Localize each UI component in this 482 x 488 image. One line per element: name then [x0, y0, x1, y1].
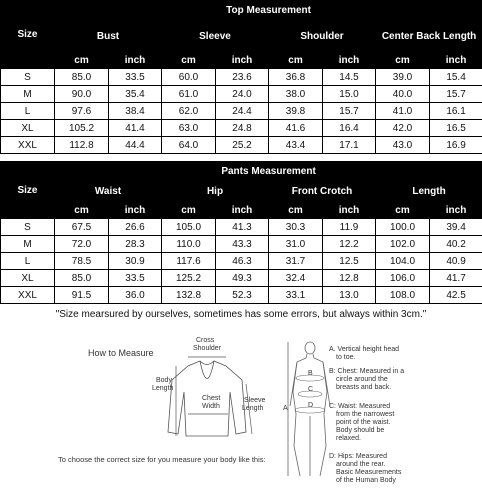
unit-header: inch: [323, 53, 376, 69]
value-cell: 16.5: [430, 120, 482, 137]
pants-measurement-table: [0, 161, 482, 304]
unit-header: inch: [109, 203, 162, 219]
legend-c: point of the waist.: [336, 419, 391, 426]
value-cell: 108.0: [376, 287, 430, 304]
value-cell: 31.0: [269, 236, 323, 253]
value-cell: 63.0: [162, 120, 216, 137]
body-length-label: Length: [152, 385, 174, 392]
value-cell: 33.5: [109, 270, 162, 287]
value-cell: 15.7: [430, 86, 482, 103]
value-cell: 14.5: [323, 69, 376, 86]
value-cell: 33.1: [269, 287, 323, 304]
value-cell: 15.4: [430, 69, 482, 86]
value-cell: 78.5: [55, 253, 109, 270]
value-cell: 24.0: [216, 86, 269, 103]
value-cell: 125.2: [162, 270, 216, 287]
value-cell: 40.9: [430, 253, 482, 270]
value-cell: 24.4: [216, 103, 269, 120]
column-group-header: Bust: [55, 21, 162, 53]
table-row: [1, 270, 482, 287]
value-cell: 15.0: [323, 86, 376, 103]
table-row: [1, 287, 482, 304]
unit-header: inch: [216, 53, 269, 69]
value-cell: 105.2: [55, 120, 109, 137]
unit-header: cm: [55, 53, 109, 69]
value-cell: 36.8: [269, 69, 323, 86]
value-cell: 104.0: [376, 253, 430, 270]
value-cell: 30.3: [269, 219, 323, 236]
legend-a: to toe.: [336, 354, 356, 361]
size-header: Size: [1, 1, 55, 69]
unit-header: inch: [323, 203, 376, 219]
value-cell: 39.8: [269, 103, 323, 120]
value-cell: 49.3: [216, 270, 269, 287]
legend-c: C: Waist: Measured: [329, 403, 391, 410]
legend-b: B: Chest: Measured in a: [329, 368, 405, 375]
value-cell: 102.0: [376, 236, 430, 253]
unit-header: inch: [109, 53, 162, 69]
value-cell: 105.0: [162, 219, 216, 236]
top-measurement-table: [0, 0, 482, 154]
measurement-legend: [329, 346, 404, 484]
value-cell: 43.0: [376, 137, 430, 154]
value-cell: 16.1: [430, 103, 482, 120]
size-cell: XL: [1, 270, 55, 287]
table-row: [1, 103, 482, 120]
value-cell: 12.8: [323, 270, 376, 287]
table-row: [1, 219, 482, 236]
column-group-header: Center Back Length: [376, 21, 482, 53]
legend-d: Basic Measurements: [336, 469, 402, 476]
legend-c: Body should be: [336, 427, 385, 434]
table-row: [1, 236, 482, 253]
table-row: [1, 137, 482, 154]
legend-c: relaxed.: [336, 435, 361, 442]
legend-b: circle around the: [336, 376, 388, 383]
value-cell: 61.0: [162, 86, 216, 103]
value-cell: 46.3: [216, 253, 269, 270]
chest-width-label: Chest: [202, 395, 221, 402]
unit-header: inch: [430, 53, 482, 69]
value-cell: 85.0: [55, 270, 109, 287]
value-cell: 13.0: [323, 287, 376, 304]
value-cell: 31.7: [269, 253, 323, 270]
size-cell: S: [1, 219, 55, 236]
size-cell: L: [1, 103, 55, 120]
size-cell: XXL: [1, 287, 55, 304]
value-cell: 15.7: [323, 103, 376, 120]
size-note: "Size mearsured by ourselves, sometimes has some errors, but always within 3cm.": [55, 309, 427, 320]
sleeve-length-label: Sleeve: [244, 397, 266, 404]
value-cell: 100.0: [376, 219, 430, 236]
unit-header: inch: [216, 203, 269, 219]
value-cell: 40.2: [430, 236, 482, 253]
column-group-header: Hip: [162, 181, 269, 203]
value-cell: 39.4: [430, 219, 482, 236]
value-cell: 16.4: [323, 120, 376, 137]
value-cell: 67.5: [55, 219, 109, 236]
value-cell: 97.6: [55, 103, 109, 120]
value-cell: 64.0: [162, 137, 216, 154]
value-cell: 36.0: [109, 287, 162, 304]
column-group-header: Length: [376, 181, 482, 203]
value-cell: 52.3: [216, 287, 269, 304]
value-cell: 32.4: [269, 270, 323, 287]
legend-c: from the narrowest: [336, 411, 395, 418]
body-length-label: Body: [156, 377, 172, 384]
value-cell: 41.0: [376, 103, 430, 120]
size-cell: L: [1, 253, 55, 270]
cross-shoulder-label: Cross: [196, 337, 215, 344]
value-cell: 72.0: [55, 236, 109, 253]
how-to-measure-diagram: [0, 336, 482, 488]
size-cell: XXL: [1, 137, 55, 154]
value-cell: 24.8: [216, 120, 269, 137]
table-row: [1, 253, 482, 270]
legend-a: A. Vertical height head: [329, 346, 400, 353]
value-cell: 62.0: [162, 103, 216, 120]
value-cell: 132.8: [162, 287, 216, 304]
value-cell: 106.0: [376, 270, 430, 287]
table-row: [1, 86, 482, 103]
value-cell: 23.6: [216, 69, 269, 86]
value-cell: 12.5: [323, 253, 376, 270]
value-cell: 25.2: [216, 137, 269, 154]
size-cell: XL: [1, 120, 55, 137]
size-cell: S: [1, 69, 55, 86]
value-cell: 43.3: [216, 236, 269, 253]
legend-d: around the rear.: [336, 461, 386, 468]
table-row: [1, 69, 482, 86]
table-row: [1, 120, 482, 137]
value-cell: 91.5: [55, 287, 109, 304]
value-cell: 42.5: [430, 287, 482, 304]
value-cell: 39.0: [376, 69, 430, 86]
value-cell: 40.0: [376, 86, 430, 103]
size-cell: M: [1, 236, 55, 253]
value-cell: 28.3: [109, 236, 162, 253]
marker-a: A: [283, 405, 288, 412]
size-cell: M: [1, 86, 55, 103]
column-group-header: Waist: [55, 181, 162, 203]
value-cell: 117.6: [162, 253, 216, 270]
marker-c: C: [308, 386, 314, 393]
value-cell: 112.8: [55, 137, 109, 154]
value-cell: 35.4: [109, 86, 162, 103]
size-header: Size: [1, 162, 55, 219]
value-cell: 38.4: [109, 103, 162, 120]
column-group-header: Sleeve: [162, 21, 269, 53]
unit-header: cm: [162, 203, 216, 219]
unit-header: cm: [376, 203, 430, 219]
value-cell: 16.9: [430, 137, 482, 154]
legend-b: breasts and back.: [336, 384, 392, 391]
how-to-title: How to Measure: [88, 348, 154, 358]
chest-width-label: Width: [202, 403, 220, 410]
value-cell: 44.4: [109, 137, 162, 154]
value-cell: 90.0: [55, 86, 109, 103]
value-cell: 60.0: [162, 69, 216, 86]
value-cell: 38.0: [269, 86, 323, 103]
unit-header: cm: [269, 53, 323, 69]
value-cell: 110.0: [162, 236, 216, 253]
column-group-header: Shoulder: [269, 21, 376, 53]
marker-b: B: [308, 370, 313, 377]
sleeve-length-label: Length: [242, 405, 264, 412]
unit-header: inch: [430, 203, 482, 219]
value-cell: 33.5: [109, 69, 162, 86]
unit-header: cm: [269, 203, 323, 219]
value-cell: 41.6: [269, 120, 323, 137]
value-cell: 85.0: [55, 69, 109, 86]
marker-d: D: [308, 402, 314, 409]
value-cell: 26.6: [109, 219, 162, 236]
table-title: Top Measurement: [55, 1, 482, 21]
legend-d: of the Human Body: [336, 477, 396, 484]
value-cell: 41.7: [430, 270, 482, 287]
value-cell: 41.4: [109, 120, 162, 137]
value-cell: 42.0: [376, 120, 430, 137]
unit-header: cm: [55, 203, 109, 219]
unit-header: cm: [162, 53, 216, 69]
unit-header: cm: [376, 53, 430, 69]
value-cell: 43.4: [269, 137, 323, 154]
value-cell: 12.2: [323, 236, 376, 253]
value-cell: 17.1: [323, 137, 376, 154]
legend-d: D: Hips: Measured: [329, 453, 387, 460]
value-cell: 11.9: [323, 219, 376, 236]
table-title: Pants Measurement: [55, 162, 482, 181]
value-cell: 30.9: [109, 253, 162, 270]
cross-shoulder-label: Shoulder: [193, 345, 222, 352]
instruction-text: To choose the correct size for you measure your body like this:: [58, 455, 266, 464]
value-cell: 41.3: [216, 219, 269, 236]
column-group-header: Front Crotch: [269, 181, 376, 203]
